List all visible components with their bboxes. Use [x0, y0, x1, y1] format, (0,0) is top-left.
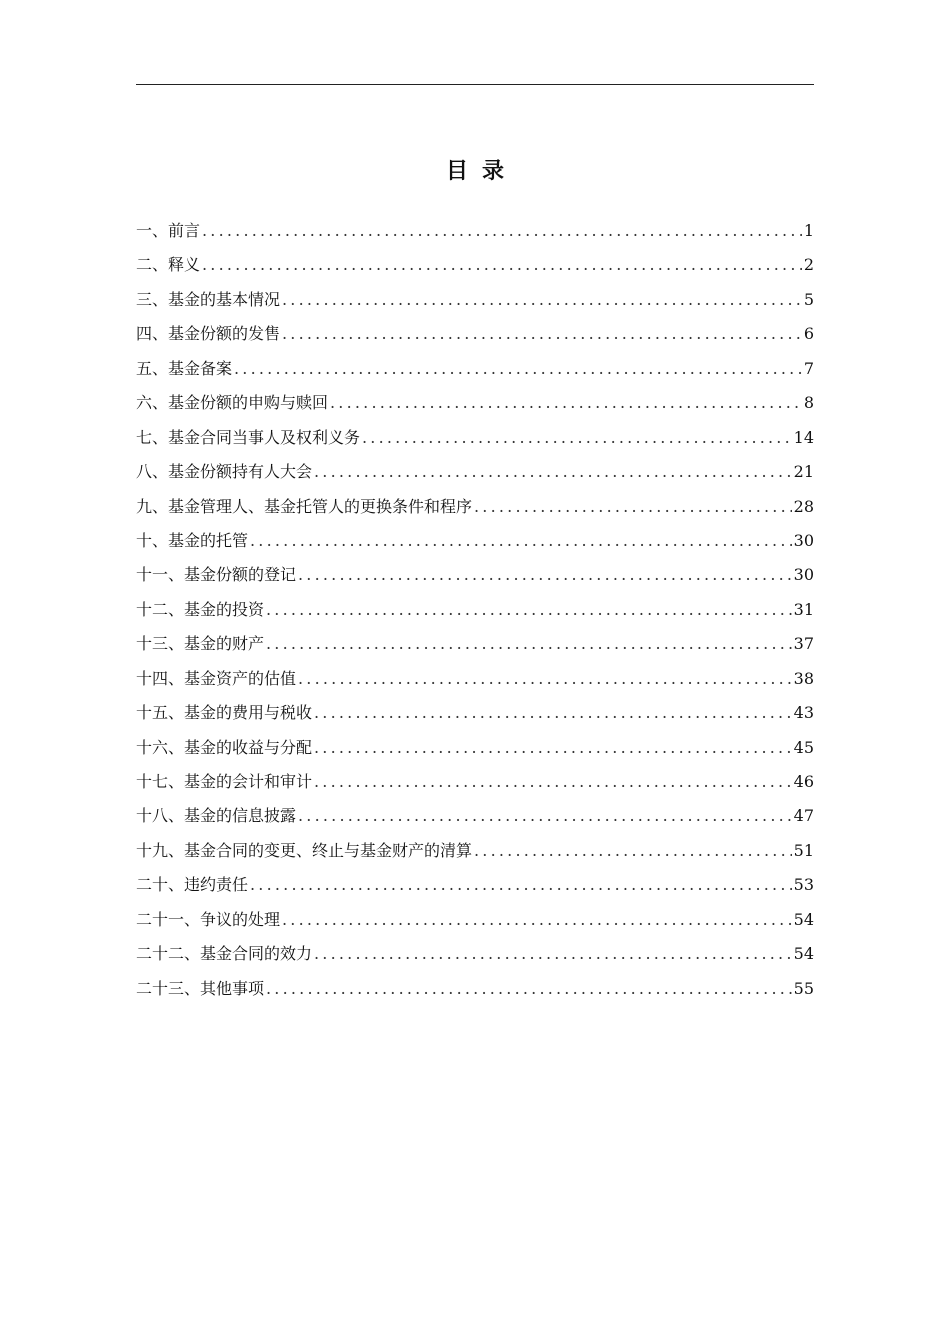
toc-page-number: 38: [793, 668, 814, 688]
toc-entry-text: 十五、基金的费用与税收: [136, 703, 313, 723]
toc-leader: [314, 941, 792, 967]
toc-entry[interactable]: [136, 494, 814, 528]
toc-entry-text: 十八、基金的信息披露: [136, 806, 297, 826]
toc-page-number: 6: [803, 324, 814, 344]
toc-page-number: 54: [793, 909, 814, 929]
header-rule: [136, 84, 814, 85]
toc-entry-text: 一、前言: [136, 221, 201, 240]
toc-entry-text: 二十、违约责任: [136, 875, 249, 895]
toc-page-number: 2: [803, 255, 814, 275]
toc-leader: [202, 218, 802, 244]
toc-entry-text: 十九、基金合同的变更、终止与基金财产的清算: [136, 840, 473, 860]
toc-entry-text: 四、基金份额的发售: [136, 324, 281, 344]
toc-entry[interactable]: [136, 562, 814, 596]
toc-entry-text: 七、基金合同当事人及权利义务: [136, 427, 361, 447]
toc-page-number: 45: [793, 737, 814, 757]
toc-page-number: 53: [793, 875, 814, 895]
toc-entry-text: 二十三、其他事项: [136, 978, 265, 998]
toc-page-number: 55: [793, 978, 814, 998]
toc-page-number: 54: [793, 944, 814, 964]
toc-entry-text: 十六、基金的收益与分配: [136, 737, 313, 757]
toc-page-number: 21: [793, 462, 814, 482]
toc-entry[interactable]: [136, 735, 814, 769]
toc-entry-text: 十一、基金份额的登记: [136, 565, 297, 585]
toc-entry[interactable]: [136, 321, 814, 355]
toc-entry-text: 十二、基金的投资: [136, 599, 265, 619]
toc-entry[interactable]: [136, 631, 814, 665]
toc-entry[interactable]: [136, 390, 814, 424]
toc-leader: [282, 907, 792, 933]
toc-page-number: 47: [793, 806, 814, 826]
toc-leader: [266, 631, 792, 657]
toc-entry[interactable]: [136, 356, 814, 390]
toc-entry[interactable]: [136, 252, 814, 286]
toc-entry-text: 二十一、争议的处理: [136, 909, 281, 929]
toc-entry[interactable]: [136, 700, 814, 734]
toc-leader: [266, 597, 792, 623]
toc-entry[interactable]: [136, 976, 814, 1010]
toc-page-number: 31: [793, 599, 814, 619]
toc-entry-text: 十四、基金资产的估值: [136, 668, 297, 688]
toc-leader: [202, 252, 802, 278]
toc-page-number: 14: [793, 427, 814, 447]
toc-entry[interactable]: [136, 769, 814, 803]
toc-page-number: 37: [793, 634, 814, 654]
toc-entry[interactable]: [136, 666, 814, 700]
toc-entry[interactable]: [136, 425, 814, 459]
toc-leader: [314, 700, 792, 726]
toc-page-number: 46: [793, 772, 814, 791]
toc-page-number: 8: [803, 393, 814, 413]
toc-leader: [314, 459, 792, 485]
toc-title: 目录: [445, 158, 518, 184]
toc-entry[interactable]: [136, 459, 814, 493]
toc-entry-text: 十七、基金的会计和审计: [136, 772, 313, 791]
toc-entry[interactable]: [136, 907, 814, 941]
toc-leader: [234, 356, 802, 382]
toc-entry[interactable]: [136, 838, 814, 872]
toc-leader: [474, 494, 792, 520]
toc-page-number: 5: [803, 289, 814, 309]
toc-leader: [362, 425, 792, 451]
toc-entry-text: 六、基金份额的申购与赎回: [136, 393, 329, 413]
toc-page-number: 30: [793, 565, 814, 585]
toc-entry-text: 八、基金份额持有人大会: [136, 462, 313, 482]
toc-leader: [298, 803, 792, 829]
toc-page-number: 28: [793, 496, 814, 516]
toc-leader: [298, 562, 792, 588]
toc-page-number: 43: [793, 703, 814, 723]
toc-entry[interactable]: [136, 218, 814, 252]
toc-entry-text: 五、基金备案: [136, 358, 233, 378]
toc-entry-text: 十三、基金的财产: [136, 634, 265, 654]
toc-entry-text: 二、释义: [136, 255, 201, 275]
toc-entry-text: 二十二、基金合同的效力: [136, 944, 313, 964]
toc-list: [136, 218, 814, 1010]
toc-leader: [314, 735, 792, 761]
toc-page-number: 1: [803, 221, 814, 240]
toc-entry[interactable]: [136, 803, 814, 837]
toc-entry-text: 九、基金管理人、基金托管人的更换条件和程序: [136, 496, 473, 516]
toc-leader: [266, 976, 792, 1002]
toc-page-number: 30: [793, 530, 814, 550]
toc-entry[interactable]: [136, 597, 814, 631]
toc-entry[interactable]: [136, 528, 814, 562]
toc-leader: [250, 872, 792, 898]
toc-leader: [330, 390, 802, 416]
toc-leader: [250, 528, 792, 554]
toc-entry[interactable]: [136, 287, 814, 321]
toc-entry-text: 十、基金的托管: [136, 530, 249, 550]
toc-entry[interactable]: [136, 941, 814, 975]
toc-leader: [314, 769, 792, 795]
toc-entry[interactable]: [136, 872, 814, 906]
toc-leader: [282, 287, 802, 313]
toc-leader: [282, 321, 802, 347]
toc-leader: [474, 838, 792, 864]
toc-page-number: 51: [793, 840, 814, 860]
toc-entry-text: 三、基金的基本情况: [136, 289, 281, 309]
toc-leader: [298, 666, 792, 692]
toc-page-number: 7: [803, 358, 814, 378]
